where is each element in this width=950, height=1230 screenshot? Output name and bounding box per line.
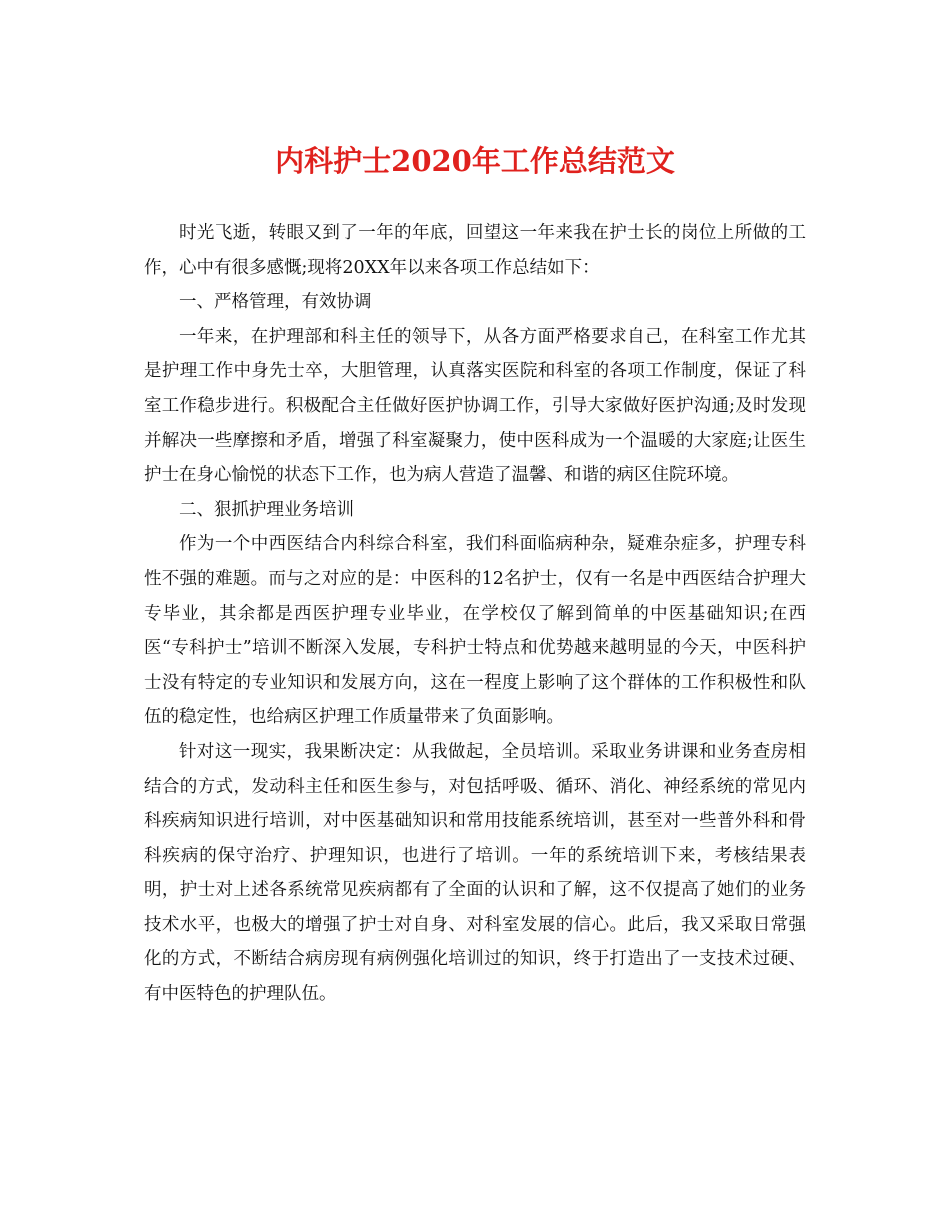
intro-paragraph: 时光飞逝，转眼又到了一年的年底，回望这一年来我在护士长的岗位上所做的工作，心中有很多感慨;现将20XX年以来各项工作总结如下： <box>144 223 806 278</box>
document-title: 内科护士2020年工作总结范文 <box>275 144 675 178</box>
section-heading-2: 二、狠抓护理业务培训 <box>179 499 354 520</box>
section-2-paragraph-1: 作为一个中西医结合内科综合科室，我们科面临病种杂，疑难杂症多，护理专科性不强的难题。而与之对应的是：中医科的12名护士，仅有一名是中西医结合护理大专毕业，其余都是西医护理专业毕业，在学校仅了解到简单的中医基础知识;在西医“专科护士”培训不断深入发展，专科护士特点和优势越来越明显的今天，中医科护士没有特定的专业知识和发展方向，这在一程度上影响了这个群体的工作积极性和队伍的稳定性，也给病区护理工作质量带来了负面影响。 <box>144 534 806 728</box>
section-heading-1: 一、严格管理，有效协调 <box>179 292 372 313</box>
document-body <box>144 216 806 1012</box>
section-1-paragraph: 一年来，在护理部和科主任的领导下，从各方面严格要求自己，在科室工作尤其是护理工作中身先士卒，大胆管理，认真落实医院和科室的各项工作制度，保证了科室工作稳步进行。积极配合主任做好医护协调工作，引导大家做好医护沟通;及时发现并解决一些摩擦和矛盾，增强了科室凝聚力，使中医科成为一个温暖的大家庭;让医生护士在身心愉悦的状态下工作，也为病人营造了温馨、和谐的病区住院环境。 <box>144 326 806 486</box>
section-2-paragraph-2: 针对这一现实，我果断决定：从我做起，全员培训。采取业务讲课和业务查房相结合的方式，发动科主任和医生参与，对包括呼吸、循环、消化、神经系统的常见内科疾病知识进行培训，对中医基础知识和常用技能系统培训，甚至对一些普外科和骨科疾病的保守治疗、护理知识，也进行了培训。一年的系统培训下来，考核结果表明，护士对上述各系统常见疾病都有了全面的认识和了解，这不仅提高了她们的业务技术水平，也极大的增强了护士对自身、对科室发展的信心。此后，我又采取日常强化的方式，不断结合病房现有病例强化培训过的知识，终于打造出了一支技术过硬、有中医特色的护理队伍。 <box>144 741 806 1005</box>
